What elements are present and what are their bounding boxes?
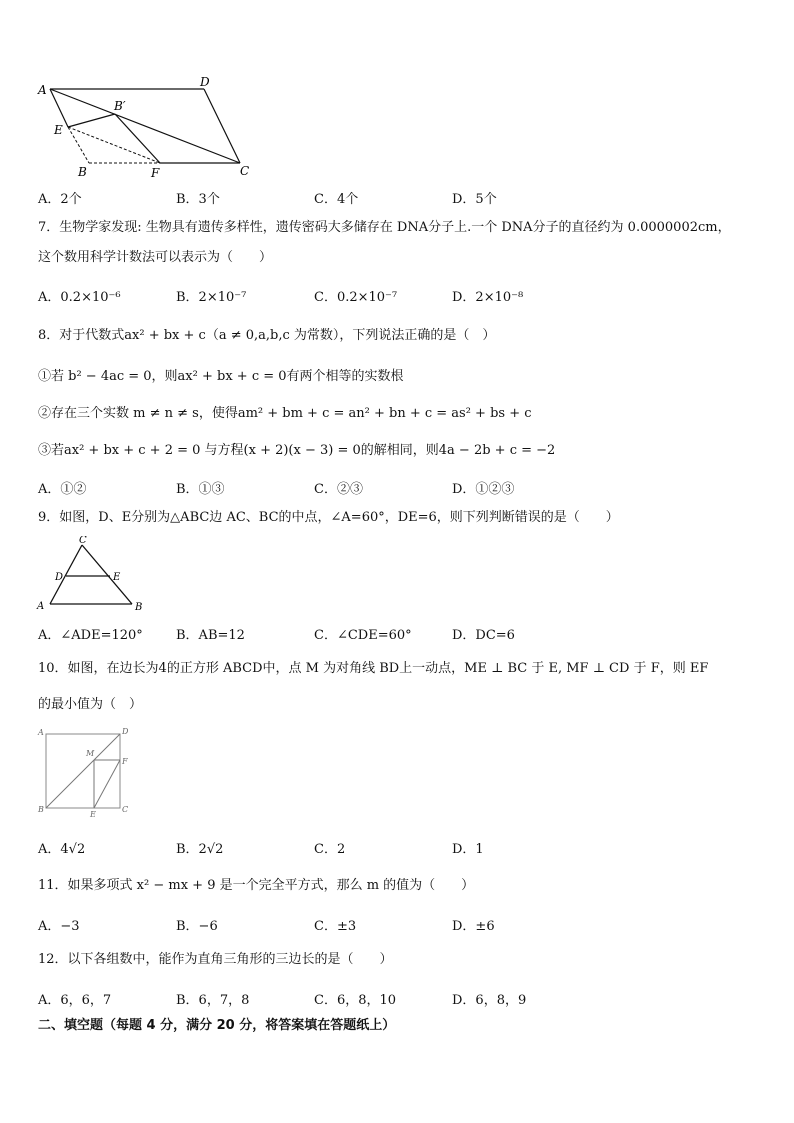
q9-label-e: E bbox=[113, 572, 121, 583]
q9-figure bbox=[34, 536, 154, 614]
q10-option-c: C．2 bbox=[314, 842, 346, 857]
q9-label-c: C bbox=[79, 536, 87, 546]
q12-option-a: A．6，6，7 bbox=[38, 993, 112, 1008]
q6-label-e: E bbox=[54, 123, 63, 137]
q10-label-c: C bbox=[122, 805, 129, 814]
q8-option-a: A．①② bbox=[38, 482, 87, 497]
q10-option-b: B．2√2 bbox=[176, 842, 224, 857]
q6-option-b: B．3个 bbox=[176, 192, 220, 207]
q8-statement-3: ③若ax² + bx + c + 2 = 0 与方程(x + 2)(x − 3) = 0的解相同，则4a − 2b + c = −2 bbox=[38, 443, 556, 458]
q11-stem: 11．如果多项式 x² − mx + 9 是一个完全平方式，那么 m 的值为（ ） bbox=[38, 878, 475, 893]
q6-label-a: A bbox=[38, 83, 47, 97]
q7-option-a: A．0.2×10⁻⁶ bbox=[38, 290, 121, 305]
q6-label-f: F bbox=[151, 166, 160, 180]
q6-label-d: D bbox=[200, 75, 210, 89]
q9-label-d: D bbox=[55, 572, 64, 583]
q10-label-b: B bbox=[38, 805, 44, 814]
q11-option-c: C．±3 bbox=[314, 919, 357, 934]
q8-statement-2: ②存在三个实数 m ≠ n ≠ s，使得am² + bm + c = an² + bn + c = as² + bs + c bbox=[38, 406, 532, 421]
q9-option-d: D．DC=6 bbox=[452, 628, 515, 643]
q6-option-d: D．5个 bbox=[452, 192, 497, 207]
q12-stem: 12．以下各组数中，能作为直角三角形的三边长的是（ ） bbox=[38, 952, 393, 967]
q10-figure bbox=[34, 726, 134, 818]
q8-option-c: C．②③ bbox=[314, 482, 363, 497]
q6-option-a: A．2个 bbox=[38, 192, 82, 207]
q10-label-f: F bbox=[122, 757, 128, 766]
q7-stem-line2: 这个数用科学计数法可以表示为（ ） bbox=[38, 250, 273, 265]
q11-option-d: D．±6 bbox=[452, 919, 495, 934]
q7-option-c: C．0.2×10⁻⁷ bbox=[314, 290, 398, 305]
q9-label-a: A bbox=[37, 601, 45, 612]
q7-option-b: B．2×10⁻⁷ bbox=[176, 290, 247, 305]
q10-label-d: D bbox=[122, 727, 129, 736]
q8-option-b: B．①③ bbox=[176, 482, 225, 497]
q10-label-a: A bbox=[38, 728, 44, 737]
q10-option-a: A．4√2 bbox=[38, 842, 86, 857]
q12-option-d: D．6，8，9 bbox=[452, 993, 527, 1008]
q9-option-b: B．AB=12 bbox=[176, 628, 245, 643]
q11-option-b: B．−6 bbox=[176, 919, 218, 934]
q6-option-c: C．4个 bbox=[314, 192, 359, 207]
q8-statement-1: ①若 b² − 4ac = 0，则ax² + bx + c = 0有两个相等的实数根 bbox=[38, 369, 404, 384]
q6-label-c: C bbox=[240, 164, 250, 178]
q9-label-b: B bbox=[135, 602, 143, 613]
q11-option-a: A．−3 bbox=[38, 919, 80, 934]
q12-option-b: B．6，7，8 bbox=[176, 993, 250, 1008]
section-2-heading: 二、填空题（每题 4 分，满分 20 分，将答案填在答题纸上） bbox=[38, 1018, 396, 1033]
q9-option-c: C．∠CDE=60° bbox=[314, 628, 412, 643]
q6-label-b: B bbox=[78, 165, 87, 179]
q6-label-bp: B′ bbox=[114, 99, 126, 113]
q8-option-d: D．①②③ bbox=[452, 482, 515, 497]
q9-option-a: A．∠ADE=120° bbox=[38, 628, 143, 643]
q10-option-d: D．1 bbox=[452, 842, 484, 857]
q12-option-c: C．6，8，10 bbox=[314, 993, 397, 1008]
q8-stem: 8．对于代数式ax² + bx + c（a ≠ 0,a,b,c 为常数），下列说法正确的是（ ） bbox=[38, 328, 496, 343]
q9-stem: 9．如图，D、E分别为△ABC边 AC、BC的中点，∠A=60°，DE=6，则下列判断错误的是（ ） bbox=[38, 510, 619, 525]
q10-label-e: E bbox=[90, 810, 96, 818]
q10-stem-line2: 的最小值为（ ） bbox=[38, 697, 143, 712]
q6-figure bbox=[34, 74, 264, 182]
q10-stem-line1: 10．如图，在边长为4的正方形 ABCD中，点 M 为对角线 BD上一动点，ME ⊥ BC 于 E, MF ⊥ CD 于 F，则 EF bbox=[38, 661, 709, 676]
q7-stem-line1: 7．生物学家发现: 生物具有遗传多样性，遗传密码大多储存在 DNA分子上.一个 DNA分子的直径约为 0.0000002cm， bbox=[38, 220, 731, 235]
q10-label-m: M bbox=[86, 749, 95, 758]
q7-option-d: D．2×10⁻⁸ bbox=[452, 290, 524, 305]
